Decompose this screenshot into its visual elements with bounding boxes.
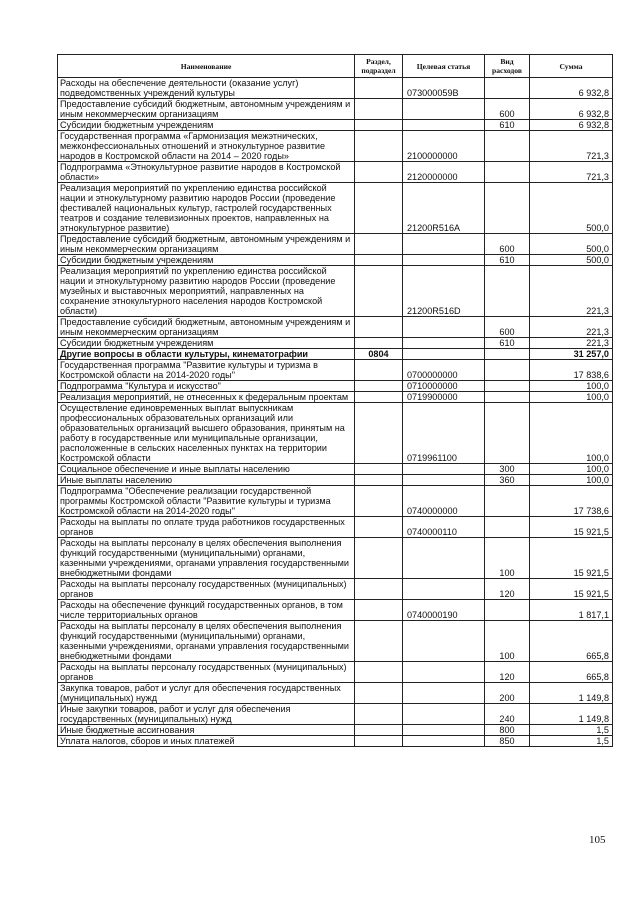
row-target-cell bbox=[403, 621, 485, 662]
row-kind-cell bbox=[485, 381, 530, 392]
row-target-cell: 0700000000 bbox=[403, 360, 485, 381]
row-section-cell bbox=[355, 403, 403, 464]
row-sum-cell: 1 817,1 bbox=[530, 600, 613, 621]
row-kind-cell bbox=[485, 266, 530, 317]
row-kind-cell: 850 bbox=[485, 736, 530, 747]
row-sum-cell: 665,8 bbox=[530, 662, 613, 683]
row-name-cell: Уплата налогов, сборов и иных платежей bbox=[58, 736, 355, 747]
row-target-cell bbox=[403, 234, 485, 255]
row-kind-cell: 300 bbox=[485, 464, 530, 475]
table-row bbox=[58, 349, 613, 360]
table-row bbox=[58, 538, 613, 579]
row-target-cell: 0719900000 bbox=[403, 392, 485, 403]
row-sum-cell: 17 738,6 bbox=[530, 486, 613, 517]
table-row bbox=[58, 403, 613, 464]
row-section-cell bbox=[355, 725, 403, 736]
row-name-cell: Иные закупки товаров, работ и услуг для обеспечения государственных (муниципальных) нужд bbox=[58, 704, 355, 725]
row-kind-cell: 610 bbox=[485, 120, 530, 131]
row-kind-cell bbox=[485, 183, 530, 234]
row-section-cell bbox=[355, 234, 403, 255]
row-kind-cell bbox=[485, 403, 530, 464]
row-target-cell: 0719961100 bbox=[403, 403, 485, 464]
table-row bbox=[58, 579, 613, 600]
row-name-cell: Расходы на обеспечение деятельности (оказание услуг) подведомственных учреждений культуры bbox=[58, 78, 355, 99]
row-kind-cell: 600 bbox=[485, 99, 530, 120]
table-row bbox=[58, 255, 613, 266]
table-row bbox=[58, 131, 613, 162]
row-target-cell: 21200R516D bbox=[403, 266, 485, 317]
row-sum-cell: 31 257,0 bbox=[530, 349, 613, 360]
row-section-cell bbox=[355, 475, 403, 486]
row-kind-cell: 200 bbox=[485, 683, 530, 704]
table-row bbox=[58, 381, 613, 392]
table-row bbox=[58, 475, 613, 486]
row-target-cell: 0710000000 bbox=[403, 381, 485, 392]
row-sum-cell: 1,5 bbox=[530, 736, 613, 747]
table-row bbox=[58, 360, 613, 381]
table-row bbox=[58, 234, 613, 255]
table-row bbox=[58, 662, 613, 683]
row-kind-cell: 610 bbox=[485, 338, 530, 349]
row-target-cell: 0740000190 bbox=[403, 600, 485, 621]
row-name-cell: Реализация мероприятий по укреплению единства российской нации и этнокультурному развитию народов России (проведение музейных и выставочных мероприятий, направленных на сохранение этнокультурного населения народов Костромской области) bbox=[58, 266, 355, 317]
row-sum-cell: 100,0 bbox=[530, 381, 613, 392]
row-section-cell bbox=[355, 600, 403, 621]
page-number: 105 bbox=[589, 834, 606, 846]
row-kind-cell: 600 bbox=[485, 317, 530, 338]
row-section-cell bbox=[355, 517, 403, 538]
row-name-cell: Закупка товаров, работ и услуг для обеспечения государственных (муниципальных) нужд bbox=[58, 683, 355, 704]
row-target-cell bbox=[403, 579, 485, 600]
row-section-cell bbox=[355, 538, 403, 579]
row-name-cell: Расходы на выплаты персоналу в целях обеспечения выполнения функций государственными (муниципальными) органами, казенными учреждениями, органами управления государственными внебюджетными фондами bbox=[58, 621, 355, 662]
row-target-cell bbox=[403, 538, 485, 579]
row-kind-cell: 100 bbox=[485, 538, 530, 579]
row-sum-cell: 100,0 bbox=[530, 464, 613, 475]
row-section-cell bbox=[355, 255, 403, 266]
row-sum-cell: 15 921,5 bbox=[530, 579, 613, 600]
row-kind-cell bbox=[485, 78, 530, 99]
table-row bbox=[58, 162, 613, 183]
row-section-cell bbox=[355, 266, 403, 317]
row-name-cell: Расходы на выплаты персоналу в целях обеспечения выполнения функций государственными (муниципальными) органами, казенными учреждениями, органами управления государственными внебюджетными фондами bbox=[58, 538, 355, 579]
table-header-row bbox=[58, 55, 613, 78]
row-section-cell: 0804 bbox=[355, 349, 403, 360]
row-target-cell bbox=[403, 120, 485, 131]
row-sum-cell: 6 932,8 bbox=[530, 78, 613, 99]
row-section-cell bbox=[355, 338, 403, 349]
table-row bbox=[58, 704, 613, 725]
row-target-cell bbox=[403, 683, 485, 704]
row-target-cell bbox=[403, 704, 485, 725]
row-sum-cell: 6 932,8 bbox=[530, 120, 613, 131]
row-kind-cell: 240 bbox=[485, 704, 530, 725]
row-sum-cell: 6 932,8 bbox=[530, 99, 613, 120]
row-name-cell: Подпрограмма «Этнокультурное развитие народов в Костромской области» bbox=[58, 162, 355, 183]
row-kind-cell bbox=[485, 517, 530, 538]
row-name-cell: Реализация мероприятий, не отнесенных к федеральным проектам bbox=[58, 392, 355, 403]
row-kind-cell bbox=[485, 392, 530, 403]
row-kind-cell: 800 bbox=[485, 725, 530, 736]
row-name-cell: Подпрограмма "Культура и искусство" bbox=[58, 381, 355, 392]
row-sum-cell: 1 149,8 bbox=[530, 683, 613, 704]
row-target-cell bbox=[403, 475, 485, 486]
row-sum-cell: 1,5 bbox=[530, 725, 613, 736]
header-name: Наименование bbox=[58, 55, 355, 78]
row-name-cell: Осуществление единовременных выплат выпускникам профессиональных образовательных организаций или образовательных организаций высшего образования, принятым на работу в государственные или муниципальные организации, расположенные в сельских населенных пунктах на территории Костромской области bbox=[58, 403, 355, 464]
row-name-cell: Расходы на выплаты персоналу государственных (муниципальных) органов bbox=[58, 579, 355, 600]
row-kind-cell: 120 bbox=[485, 662, 530, 683]
row-name-cell: Субсидии бюджетным учреждениям bbox=[58, 255, 355, 266]
table-row bbox=[58, 266, 613, 317]
row-target-cell bbox=[403, 736, 485, 747]
row-kind-cell: 610 bbox=[485, 255, 530, 266]
row-sum-cell: 15 921,5 bbox=[530, 517, 613, 538]
row-sum-cell: 17 838,6 bbox=[530, 360, 613, 381]
row-sum-cell: 221,3 bbox=[530, 338, 613, 349]
row-name-cell: Расходы на выплаты по оплате труда работников государственных органов bbox=[58, 517, 355, 538]
row-target-cell bbox=[403, 349, 485, 360]
row-name-cell: Другие вопросы в области культуры, кинематографии bbox=[58, 349, 355, 360]
row-sum-cell: 500,0 bbox=[530, 183, 613, 234]
row-section-cell bbox=[355, 131, 403, 162]
row-kind-cell: 360 bbox=[485, 475, 530, 486]
header-section: Раздел, подраздел bbox=[355, 55, 403, 78]
row-target-cell: 0740000000 bbox=[403, 486, 485, 517]
row-section-cell bbox=[355, 662, 403, 683]
table-row bbox=[58, 183, 613, 234]
row-name-cell: Субсидии бюджетным учреждениям bbox=[58, 338, 355, 349]
row-name-cell: Государственная программа "Развитие культуры и туризма в Костромской области на 2014-2020 годы" bbox=[58, 360, 355, 381]
row-sum-cell: 721,3 bbox=[530, 131, 613, 162]
row-sum-cell: 665,8 bbox=[530, 621, 613, 662]
row-section-cell bbox=[355, 621, 403, 662]
row-section-cell bbox=[355, 579, 403, 600]
row-target-cell bbox=[403, 725, 485, 736]
table-row bbox=[58, 725, 613, 736]
header-target: Целевая статья bbox=[403, 55, 485, 78]
row-target-cell bbox=[403, 99, 485, 120]
row-section-cell bbox=[355, 99, 403, 120]
row-sum-cell: 100,0 bbox=[530, 403, 613, 464]
row-kind-cell: 120 bbox=[485, 579, 530, 600]
row-target-cell: 073000059В bbox=[403, 78, 485, 99]
row-section-cell bbox=[355, 392, 403, 403]
row-section-cell bbox=[355, 120, 403, 131]
header-sum: Сумма bbox=[530, 55, 613, 78]
row-kind-cell bbox=[485, 360, 530, 381]
row-sum-cell: 1 149,8 bbox=[530, 704, 613, 725]
row-name-cell: Расходы на обеспечение функций государственных органов, в том числе территориальных органов bbox=[58, 600, 355, 621]
row-kind-cell: 100 bbox=[485, 621, 530, 662]
row-target-cell bbox=[403, 662, 485, 683]
row-name-cell: Социальное обеспечение и иные выплаты населению bbox=[58, 464, 355, 475]
row-sum-cell: 221,3 bbox=[530, 266, 613, 317]
row-section-cell bbox=[355, 78, 403, 99]
budget-table bbox=[57, 54, 613, 747]
table-row bbox=[58, 338, 613, 349]
row-name-cell: Предоставление субсидий бюджетным, автономным учреждениям и иным некоммерческим организациям bbox=[58, 317, 355, 338]
row-target-cell bbox=[403, 338, 485, 349]
row-kind-cell bbox=[485, 600, 530, 621]
row-kind-cell bbox=[485, 486, 530, 517]
row-section-cell bbox=[355, 486, 403, 517]
row-target-cell: 21200R516A bbox=[403, 183, 485, 234]
row-section-cell bbox=[355, 162, 403, 183]
row-kind-cell bbox=[485, 131, 530, 162]
table-row bbox=[58, 392, 613, 403]
row-target-cell: 0740000110 bbox=[403, 517, 485, 538]
row-section-cell bbox=[355, 317, 403, 338]
table-row bbox=[58, 78, 613, 99]
row-kind-cell bbox=[485, 349, 530, 360]
row-section-cell bbox=[355, 360, 403, 381]
row-name-cell: Реализация мероприятий по укреплению единства российской нации и этнокультурному развитию народов России (проведение фестивалей национальных культур, гастролей государственных театров и создание телевизионных проектов, направленных на этнокультурное развитие) bbox=[58, 183, 355, 234]
row-sum-cell: 100,0 bbox=[530, 475, 613, 486]
row-sum-cell: 15 921,5 bbox=[530, 538, 613, 579]
row-name-cell: Расходы на выплаты персоналу государственных (муниципальных) органов bbox=[58, 662, 355, 683]
row-sum-cell: 500,0 bbox=[530, 255, 613, 266]
table-row bbox=[58, 600, 613, 621]
row-section-cell bbox=[355, 736, 403, 747]
row-section-cell bbox=[355, 683, 403, 704]
row-kind-cell: 600 bbox=[485, 234, 530, 255]
table-row bbox=[58, 120, 613, 131]
row-name-cell: Предоставление субсидий бюджетным, автономным учреждениям и иным некоммерческим организациям bbox=[58, 234, 355, 255]
row-kind-cell bbox=[485, 162, 530, 183]
header-kind: Вид расходов bbox=[485, 55, 530, 78]
row-sum-cell: 500,0 bbox=[530, 234, 613, 255]
table-row bbox=[58, 464, 613, 475]
table-row bbox=[58, 486, 613, 517]
row-name-cell: Подпрограмма "Обеспечение реализации государственной программы Костромской области "Развитие культуры и туризма Костромской области на 2014-2020 годы" bbox=[58, 486, 355, 517]
row-target-cell bbox=[403, 464, 485, 475]
table-row bbox=[58, 99, 613, 120]
row-name-cell: Иные бюджетные ассигнования bbox=[58, 725, 355, 736]
row-name-cell: Государственная программа «Гармонизация межэтнических, межконфессиональных отношений и этнокультурное развитие народов в Костромской области на 2014 – 2020 годы» bbox=[58, 131, 355, 162]
row-section-cell bbox=[355, 704, 403, 725]
row-section-cell bbox=[355, 381, 403, 392]
row-target-cell bbox=[403, 317, 485, 338]
table-row bbox=[58, 317, 613, 338]
row-target-cell bbox=[403, 255, 485, 266]
table-row bbox=[58, 517, 613, 538]
row-sum-cell: 221,3 bbox=[530, 317, 613, 338]
row-sum-cell: 100,0 bbox=[530, 392, 613, 403]
row-name-cell: Иные выплаты населению bbox=[58, 475, 355, 486]
table-row bbox=[58, 736, 613, 747]
row-section-cell bbox=[355, 464, 403, 475]
row-name-cell: Предоставление субсидий бюджетным, автономным учреждениям и иным некоммерческим организациям bbox=[58, 99, 355, 120]
row-name-cell: Субсидии бюджетным учреждениям bbox=[58, 120, 355, 131]
table-row bbox=[58, 621, 613, 662]
row-target-cell: 2120000000 bbox=[403, 162, 485, 183]
row-target-cell: 2100000000 bbox=[403, 131, 485, 162]
row-section-cell bbox=[355, 183, 403, 234]
table-row bbox=[58, 683, 613, 704]
row-sum-cell: 721,3 bbox=[530, 162, 613, 183]
